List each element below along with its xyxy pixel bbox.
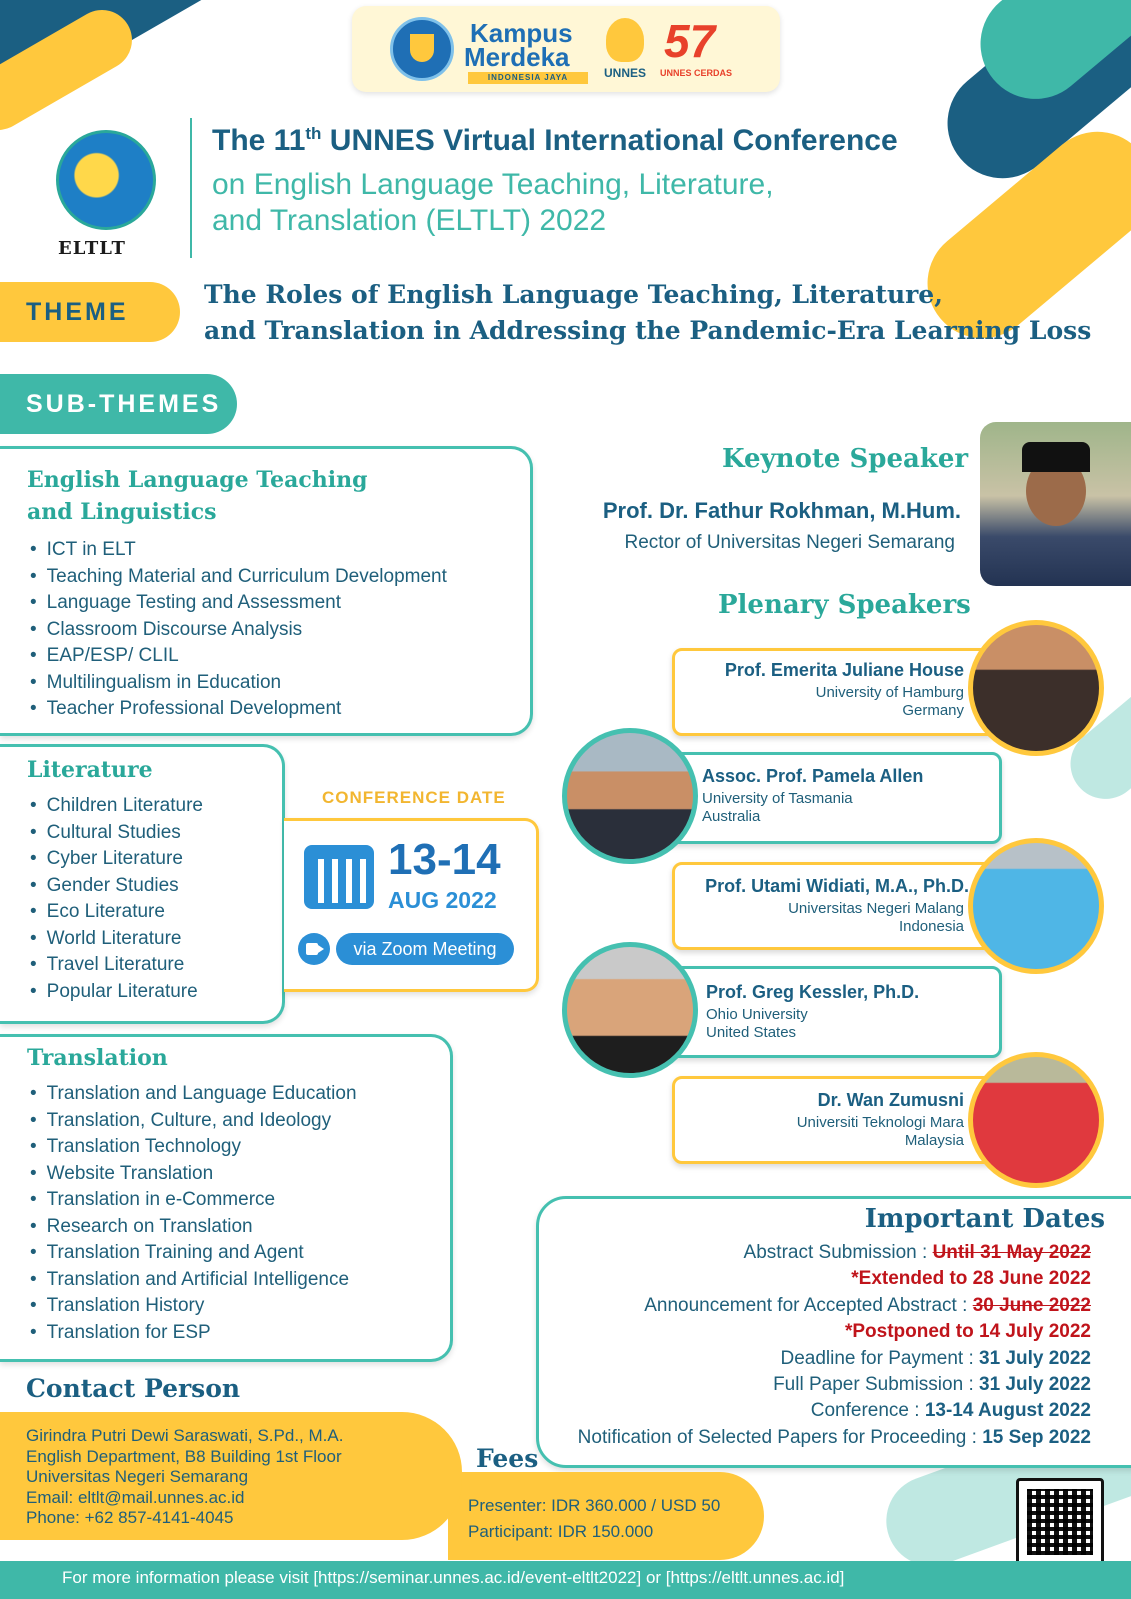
conference-subtitle-line2: and Translation (ELTLT) 2022 — [212, 204, 607, 237]
zoom-meeting-badge: via Zoom Meeting — [336, 933, 514, 965]
sub-themes-label: SUB-THEMES — [26, 390, 222, 418]
literature-subtheme-list — [30, 793, 203, 1005]
footer-info-text[interactable]: For more information please visit [https://seminar.unnes.ac.id/event-eltlt2022] or [https://eltlt.unnes.ac.id] — [62, 1568, 845, 1587]
list-item: • Popular Literature — [30, 979, 203, 1006]
conference-title: The 11th UNNES Virtual International Conference — [212, 124, 898, 157]
theme-label: THEME — [26, 298, 129, 326]
conference-date-box — [284, 818, 539, 992]
list-item: • Translation and Language Education — [30, 1081, 357, 1108]
fees-pill — [448, 1472, 764, 1560]
speaker-photo — [968, 620, 1104, 756]
speaker-photo — [968, 1052, 1104, 1188]
eltlt-logo — [44, 120, 174, 260]
list-item: • Teaching Material and Curriculum Development — [30, 564, 447, 591]
anniversary-57-icon: 57 — [664, 15, 716, 67]
contact-details — [26, 1426, 343, 1529]
fee-participant: Participant: IDR 150.000 — [468, 1522, 654, 1541]
list-item: • Translation Technology — [30, 1134, 357, 1161]
keynote-name: Prof. Dr. Fathur Rokhman, M.Hum. — [602, 498, 961, 523]
kampus-merdeka-line1: Kampus — [470, 18, 573, 48]
elt-subtheme-list — [30, 537, 447, 723]
contact-email: Email: eltlt@mail.unnes.ac.id — [26, 1487, 245, 1507]
keynote-heading: Keynote Speaker — [722, 444, 969, 474]
list-item: • Translation for ESP — [30, 1320, 357, 1347]
list-item: • Translation History — [30, 1293, 357, 1320]
speaker-affiliation: University of Tasmania — [702, 790, 853, 807]
speaker-photo — [968, 838, 1104, 974]
speaker-affiliation: Universitas Negeri Malang — [788, 900, 964, 917]
contact-university: Universitas Negeri Semarang — [26, 1467, 249, 1486]
fee-presenter: Presenter: IDR 360.000 / USD 50 — [468, 1496, 721, 1515]
speaker-photo — [562, 942, 698, 1078]
speaker-affiliation: Ohio University — [706, 1006, 808, 1023]
plenary-heading: Plenary Speakers — [718, 590, 971, 620]
date-row-notification: Notification of Selected Papers for Proceeding : 15 Sep 2022 — [577, 1427, 1091, 1448]
conference-subtitle-line1: on English Language Teaching, Literature, — [212, 168, 774, 201]
calendar-icon — [304, 845, 374, 909]
list-item: • Multilingualism in Education — [30, 670, 447, 697]
keynote-photo — [980, 422, 1131, 586]
list-item: • Translation Training and Agent — [30, 1240, 357, 1267]
date-row-conference: Conference : 13-14 August 2022 — [810, 1400, 1091, 1421]
speaker-country: Australia — [702, 808, 761, 825]
list-item: • Translation in e-Commerce — [30, 1187, 357, 1214]
speaker-name: Prof. Utami Widiati, M.A., Ph.D. — [705, 876, 969, 896]
translation-subtheme-title: Translation — [27, 1045, 168, 1071]
date-days: 13-14 — [388, 835, 501, 884]
list-item: • Website Translation — [30, 1161, 357, 1188]
unnes-emblem-icon — [606, 18, 644, 62]
translation-subtheme-box — [0, 1034, 453, 1362]
date-row-announcement-postponed: *Postponed to 14 July 2022 — [844, 1321, 1091, 1342]
kampus-merdeka-logo — [464, 14, 594, 86]
elt-subtheme-title-line1: English Language Teaching — [27, 467, 368, 493]
list-item: • Eco Literature — [30, 899, 203, 926]
list-item: • Language Testing and Assessment — [30, 590, 447, 617]
anniversary-logo — [660, 14, 732, 86]
list-item: • Teacher Professional Development — [30, 696, 447, 723]
elt-subtheme-box — [0, 446, 533, 736]
translation-subtheme-list — [30, 1081, 357, 1346]
speaker-name: Dr. Wan Zumusni — [817, 1090, 964, 1110]
speaker-country: Germany — [902, 702, 964, 719]
list-item: • Translation, Culture, and Ideology — [30, 1108, 357, 1135]
date-row-full-paper: Full Paper Submission : 31 July 2022 — [773, 1374, 1091, 1395]
list-item: • Gender Studies — [30, 873, 203, 900]
sponsor-logo-bar — [352, 6, 780, 92]
list-item: • Children Literature — [30, 793, 203, 820]
tut-wuri-logo-icon — [390, 17, 454, 81]
date-month-year: AUG 2022 — [388, 887, 497, 913]
important-dates-heading: Important Dates — [864, 1204, 1105, 1234]
eltlt-logo-text: ELTLT — [58, 238, 126, 259]
date-row-payment: Deadline for Payment : 31 July 2022 — [780, 1348, 1091, 1369]
list-item: • Classroom Discourse Analysis — [30, 617, 447, 644]
date-row-announcement: Announcement for Accepted Abstract : 30 June 2022 — [644, 1295, 1091, 1316]
keynote-role: Rector of Universitas Negeri Semarang — [624, 532, 955, 553]
globe-icon — [56, 130, 156, 230]
speaker-name: Prof. Emerita Juliane House — [724, 660, 964, 680]
date-row-abstract-extended: *Extended to 28 June 2022 — [851, 1268, 1091, 1289]
list-item: • EAP/ESP/ CLIL — [30, 643, 447, 670]
fees-heading: Fees — [476, 1444, 539, 1473]
speaker-name: Assoc. Prof. Pamela Allen — [702, 766, 924, 786]
speaker-country: Indonesia — [898, 918, 964, 935]
speaker-country: Malaysia — [904, 1132, 964, 1149]
list-item: • Translation and Artificial Intelligence — [30, 1267, 357, 1294]
speaker-affiliation: University of Hamburg — [815, 684, 964, 701]
kampus-merdeka-tag: INDONESIA JAYA — [468, 72, 588, 84]
literature-subtheme-title: Literature — [27, 757, 153, 783]
list-item: • ICT in ELT — [30, 537, 447, 564]
list-item: • Cultural Studies — [30, 820, 203, 847]
list-item: • World Literature — [30, 926, 203, 953]
conference-date-label: CONFERENCE DATE — [322, 788, 506, 807]
list-item: • Research on Translation — [30, 1214, 357, 1241]
anniversary-tag: UNNES CERDAS — [660, 68, 733, 78]
speaker-country: United States — [706, 1024, 797, 1041]
elt-subtheme-title-line2: and Linguistics — [27, 499, 217, 525]
unnes-logo-text: UNNES — [603, 66, 646, 80]
list-item: • Cyber Literature — [30, 846, 203, 873]
qr-code-icon — [1027, 1489, 1093, 1555]
contact-phone: Phone: +62 857-4141-4045 — [26, 1508, 234, 1527]
unnes-logo — [598, 16, 652, 86]
literature-subtheme-box — [0, 744, 285, 1024]
title-divider — [190, 118, 192, 258]
kampus-merdeka-line2: Merdeka — [464, 42, 570, 72]
theme-text-line1: The Roles of English Language Teaching, Literature, — [204, 280, 943, 309]
theme-text-line2: and Translation in Addressing the Pandemic-Era Learning Loss — [204, 316, 1092, 345]
speaker-photo — [562, 728, 698, 864]
contact-heading: Contact Person — [26, 1374, 241, 1403]
speaker-name: Prof. Greg Kessler, Ph.D. — [706, 982, 920, 1002]
contact-department: English Department, B8 Building 1st Floor — [26, 1446, 342, 1466]
contact-name: Girindra Putri Dewi Saraswati, S.Pd., M.A. — [26, 1426, 344, 1445]
speaker-affiliation: Universiti Teknologi Mara — [796, 1114, 964, 1131]
list-item: • Travel Literature — [30, 952, 203, 979]
date-row-abstract: Abstract Submission : Until 31 May 2022 — [743, 1242, 1091, 1263]
zoom-icon — [298, 933, 330, 965]
